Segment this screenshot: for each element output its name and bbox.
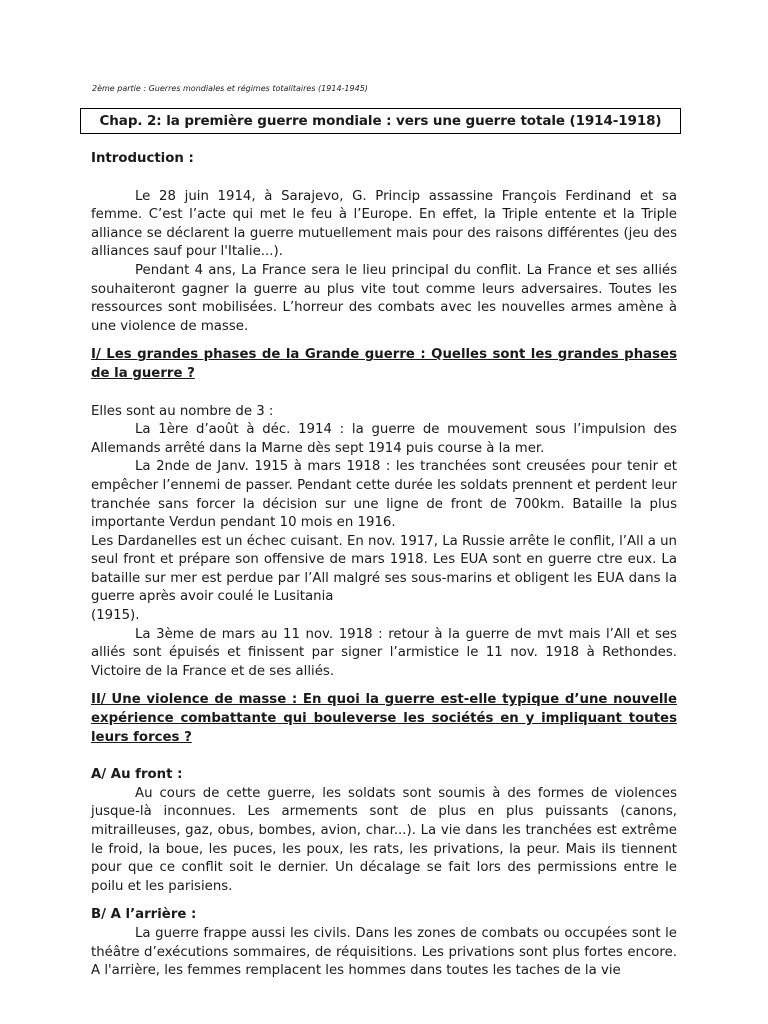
document-body [91,150,677,981]
front-heading: A/ Au front : [91,767,183,783]
section2-heading: II/ Une violence de masse : En quoi la guerre est-elle typique d’une nouvelle expérience combattante qui bouleverse les sociétés en y impliquant toutes leurs forces ? [91,692,677,745]
rear-heading: B/ A l’arrière : [91,907,197,923]
header-note: 2ème partie : Guerres mondiales et régimes totalitaires (1914-1945) [92,84,368,93]
phase-2-paragraph: La 2nde de Janv. 1915 à mars 1918 : les tranchées sont creusées pour tenir et empêcher l’ennemi de passer. Pendant cette durée les soldats prennent et perdent leur tranchée sans forcer la décision sur une ligne de front de 700km. Bataille la plus importante Verdun pendant 10 mois en 1916. [91,459,677,531]
section1-intro: Elles sont au nombre de 3 : [91,403,274,419]
section1-heading: I/ Les grandes phases de la Grande guerre : Quelles sont les grandes phases de la guerre ? [91,347,677,381]
introduction-heading: Introduction : [91,151,194,166]
year-1915-line: (1915). [91,608,140,624]
dardanelles-paragraph: Les Dardanelles est un échec cuisant. En nov. 1917, La Russie arrête le conflit, l’All a un seul front et prépare son offensive de mars 1918. Les EUA sont en guerre ctre eux. La bataille sur mer est perdue par l’All malgré ses sous-marins et obligent les EUA dans la guerre après avoir coulé le Lusitania [91,533,677,605]
front-paragraph: Au cours de cette guerre, les soldats sont soumis à des formes de violences jusque-là inconnues. Les armements sont de plus en plus puissants (canons, mitrailleuses, gaz, obus, bombes, avion, char...). La vie dans les tranchées est extrême le froid, la boue, les puces, les poux, les rats, les privations, la peur. Mais ils tiennent pour que ce conflit soit le dernier. Un décalage se fait lors des permissions entre le poilu et les parisiens. [91,785,677,894]
rear-paragraph: La guerre frappe aussi les civils. Dans les zones de combats ou occupées sont le théâtre d’exécutions sommaires, de réquisitions. Les privations sont plus fortes encore. A l'arrière, les femmes remplacent les hommes dans toutes les taches de la vie [91,925,677,979]
chapter-title: Chap. 2: la première guerre mondiale : vers une guerre totale (1914-1918) [80,108,681,134]
intro-paragraph-2: Pendant 4 ans, La France sera le lieu principal du conflit. La France et ses alliés souhaiteront gagner la guerre au plus vite tout comme leurs adversaires. Toutes les ressources sont mobilisées. L’horreur des combats avec les nouvelles armes amène à une violence de masse. [91,262,677,334]
phase-3-paragraph: La 3ème de mars au 11 nov. 1918 : retour à la guerre de mvt mais l’All et ses alliés sont épuisés et finissent par signer l’armistice le 11 nov. 1918 à Rethondes. Victoire de la France et de ses alliés. [91,626,677,679]
phase-1-paragraph: La 1ère d’août à déc. 1914 : la guerre de mouvement sous l’impulsion des Allemands arrêté dans la Marne dès sept 1914 puis course à la mer. [91,422,677,456]
intro-paragraph-1: Le 28 juin 1914, à Sarajevo, G. Princip assassine François Ferdinand et sa femme. C’est l’acte qui met le feu à l’Europe. En effet, la Triple entente et la Triple alliance se déclarent la guerre mutuellement mais pour des raisons différentes (jeu des alliances sauf pour l'Italie...). [91,188,677,260]
